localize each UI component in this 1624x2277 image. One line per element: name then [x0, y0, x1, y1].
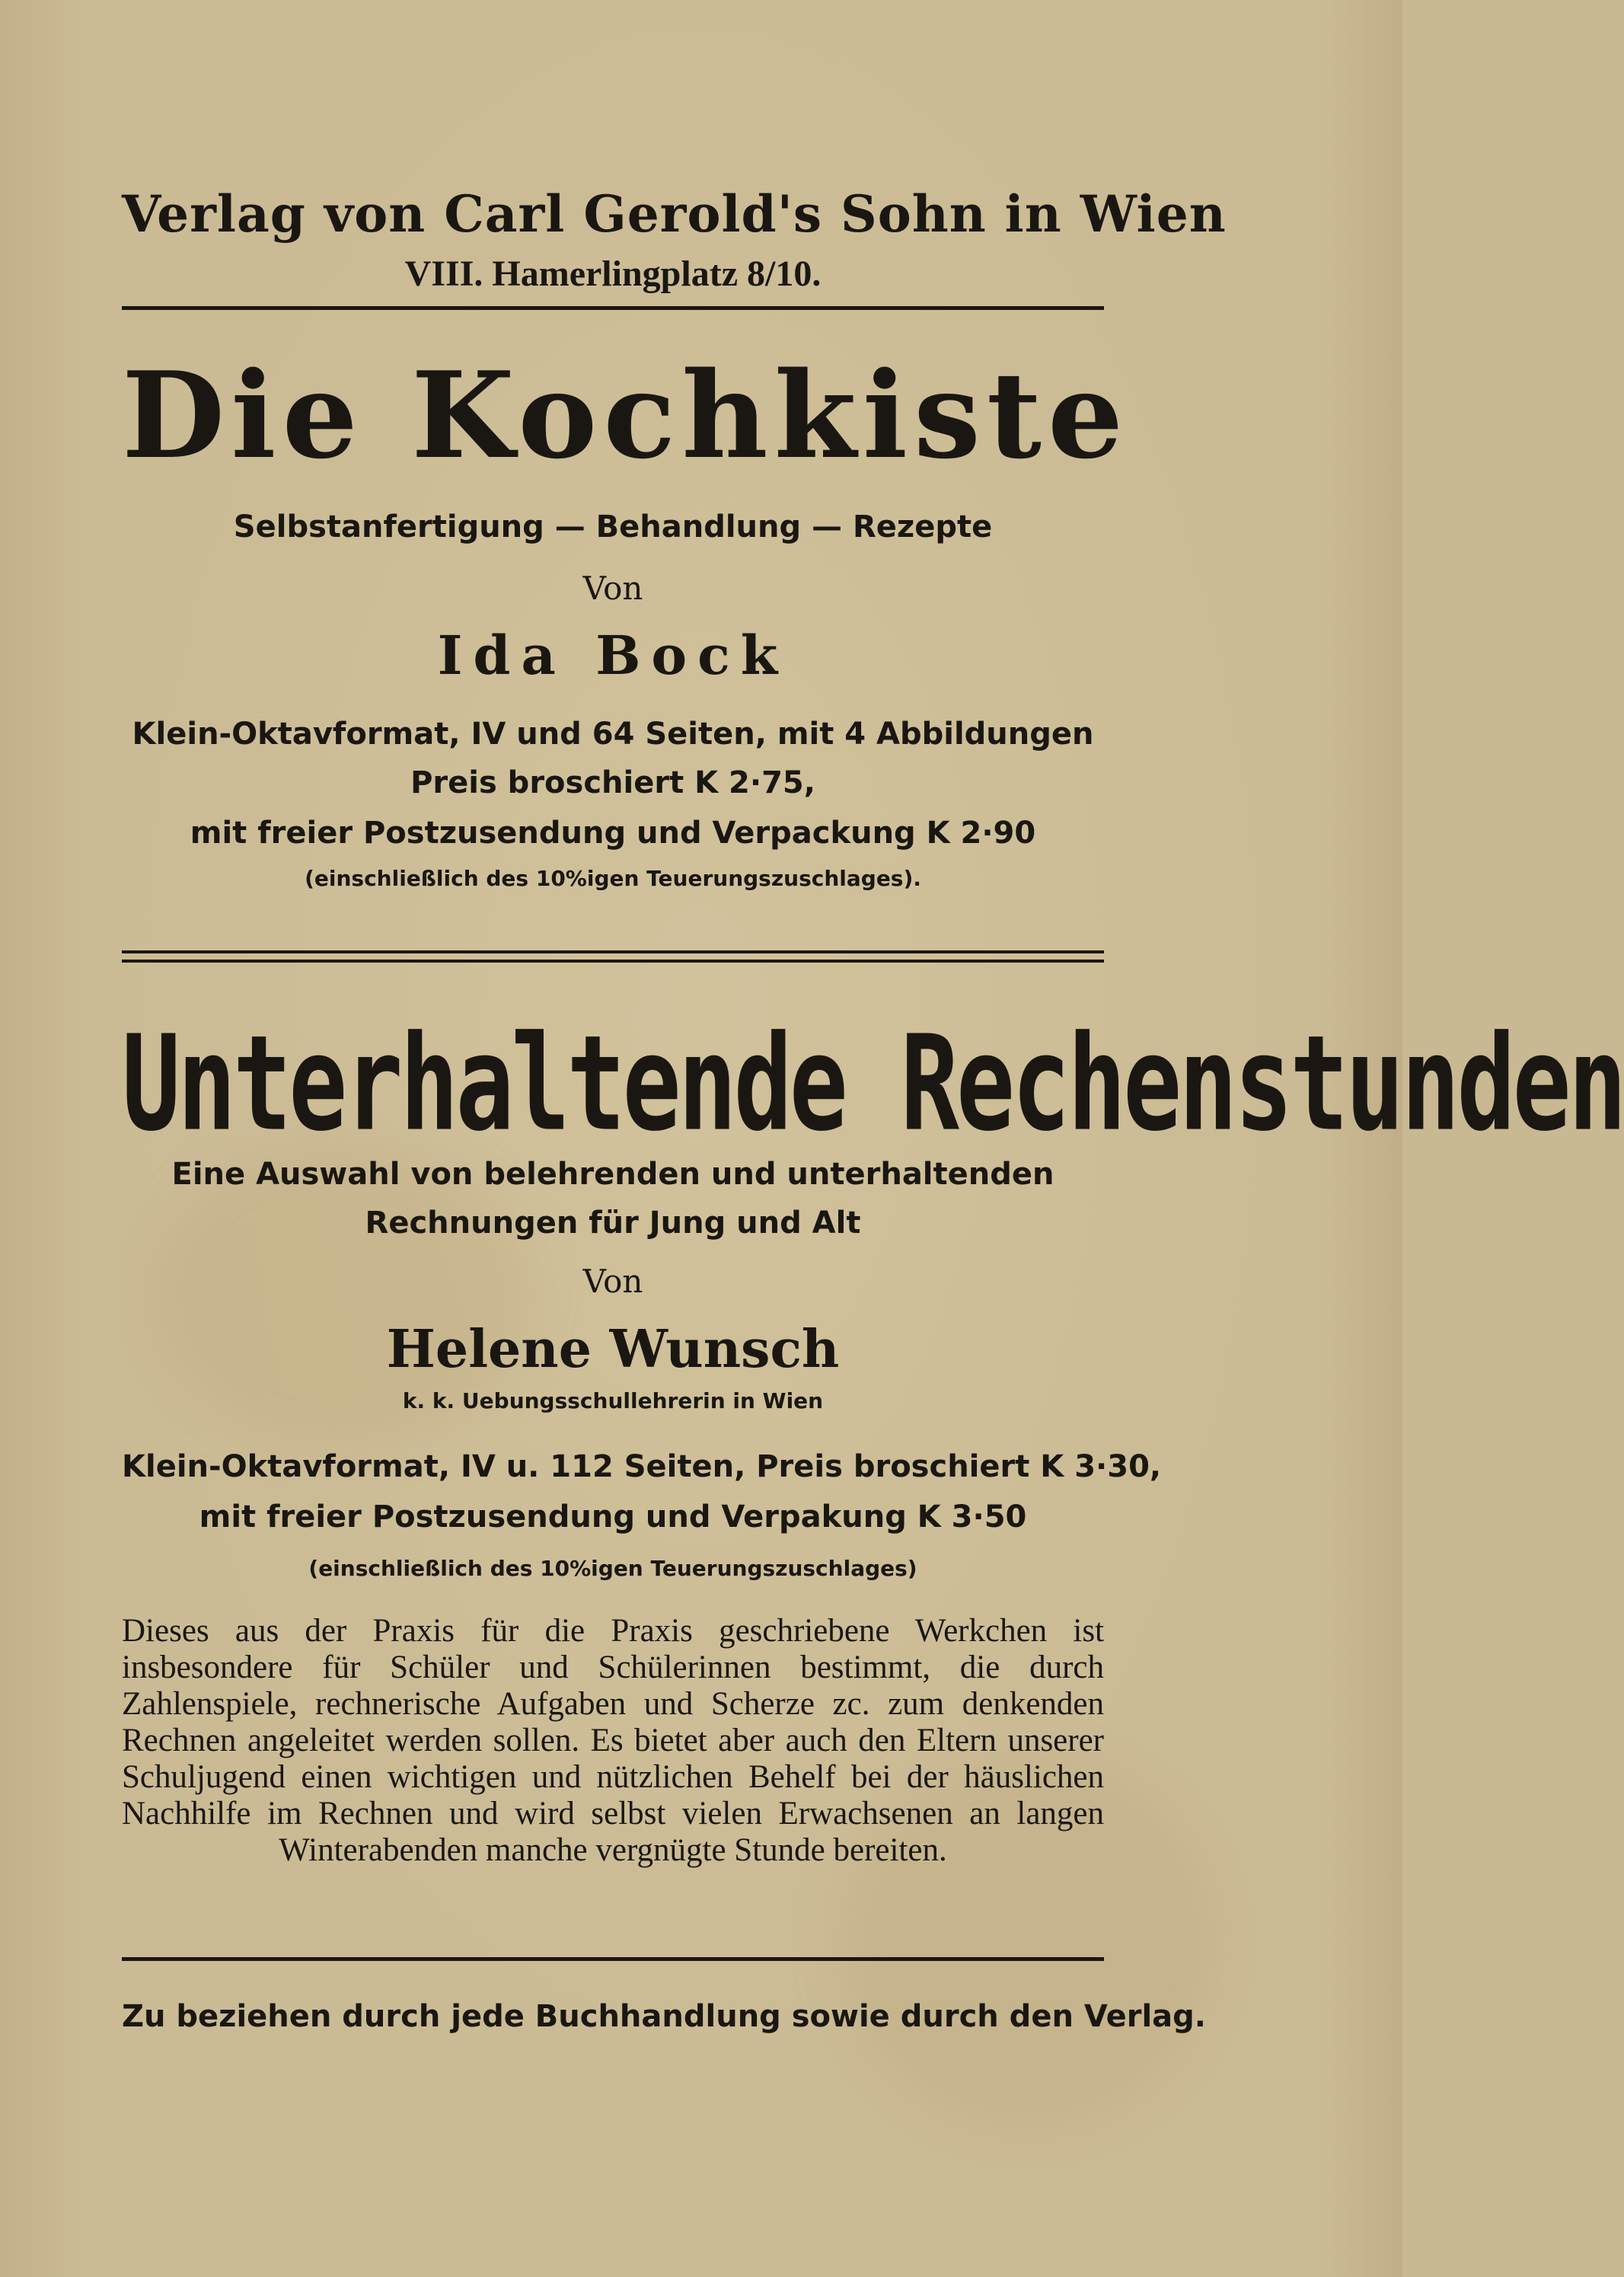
book2-title: Unterhaltende Rechenstunden — [122, 1008, 1624, 1161]
book1-price-shipping: mit freier Postzusendung und Verpackung K 2·90 — [190, 816, 1036, 851]
book2-by: Von — [582, 1263, 643, 1300]
book2-subtitle-line2: Rechnungen für Jung und Alt — [365, 1206, 861, 1241]
book1-title: Die Kochkiste — [122, 346, 1130, 485]
book2-price-shipping: mit freier Postzusendung und Verpakung K 3·50 — [199, 1499, 1027, 1534]
book1-surcharge-note: (einschließlich des 10%igen Teuerungszuschlages). — [305, 866, 921, 891]
footer-rule — [122, 1957, 1104, 1961]
book2-author-role: k. k. Uebungsschullehrerin in Wien — [402, 1388, 824, 1413]
book1-subtitle: Selbstanfertigung — Behandlung — Rezepte — [233, 509, 993, 544]
publisher-line: Verlag von Carl Gerold's Sohn in Wien — [122, 184, 1227, 244]
book2-format-price: Klein-Oktavformat, IV u. 112 Seiten, Preis broschiert K 3·30, — [122, 1449, 1162, 1484]
publisher-address: VIII. Hamerlingplatz 8/10. — [404, 254, 822, 294]
book1-format: Klein-Oktavformat, IV und 64 Seiten, mit 4 Abbildungen — [132, 717, 1094, 752]
book1-price: Preis broschiert K 2·75, — [410, 765, 815, 800]
section-rule-top — [122, 950, 1104, 953]
book1-author: Ida Bock — [437, 624, 789, 687]
book2-description: Dieses aus der Praxis für die Praxis geschriebene Werkchen ist insbesondere für Schüler und Schülerinnen bestimmt, die durch Zahlenspiele, rechnerische Aufgaben und Scherze zc. zum denkenden Rechnen angeleitet werden sollen. Es bietet aber auch den Eltern unserer Schuljugend einen wichtigen und nützlichen Behelf bei der häuslichen Nachhilfe im Rechnen und wird selbst vielen Erwachsenen an langen Winterabenden manche vergnügte Stunde bereiten. — [122, 1613, 1104, 1868]
book1-by: Von — [582, 570, 643, 607]
book2-surcharge-note: (einschließlich des 10%igen Teuerungszuschlages) — [308, 1556, 917, 1581]
ordering-note: Zu beziehen durch jede Buchhandlung sowie durch den Verlag. — [122, 1999, 1207, 2034]
book2-author: Helene Wunsch — [386, 1319, 840, 1380]
book2-subtitle-line1: Eine Auswahl von belehrenden und unterhaltenden — [171, 1157, 1054, 1192]
section-rule-bottom — [122, 960, 1104, 963]
header-rule — [122, 306, 1104, 310]
